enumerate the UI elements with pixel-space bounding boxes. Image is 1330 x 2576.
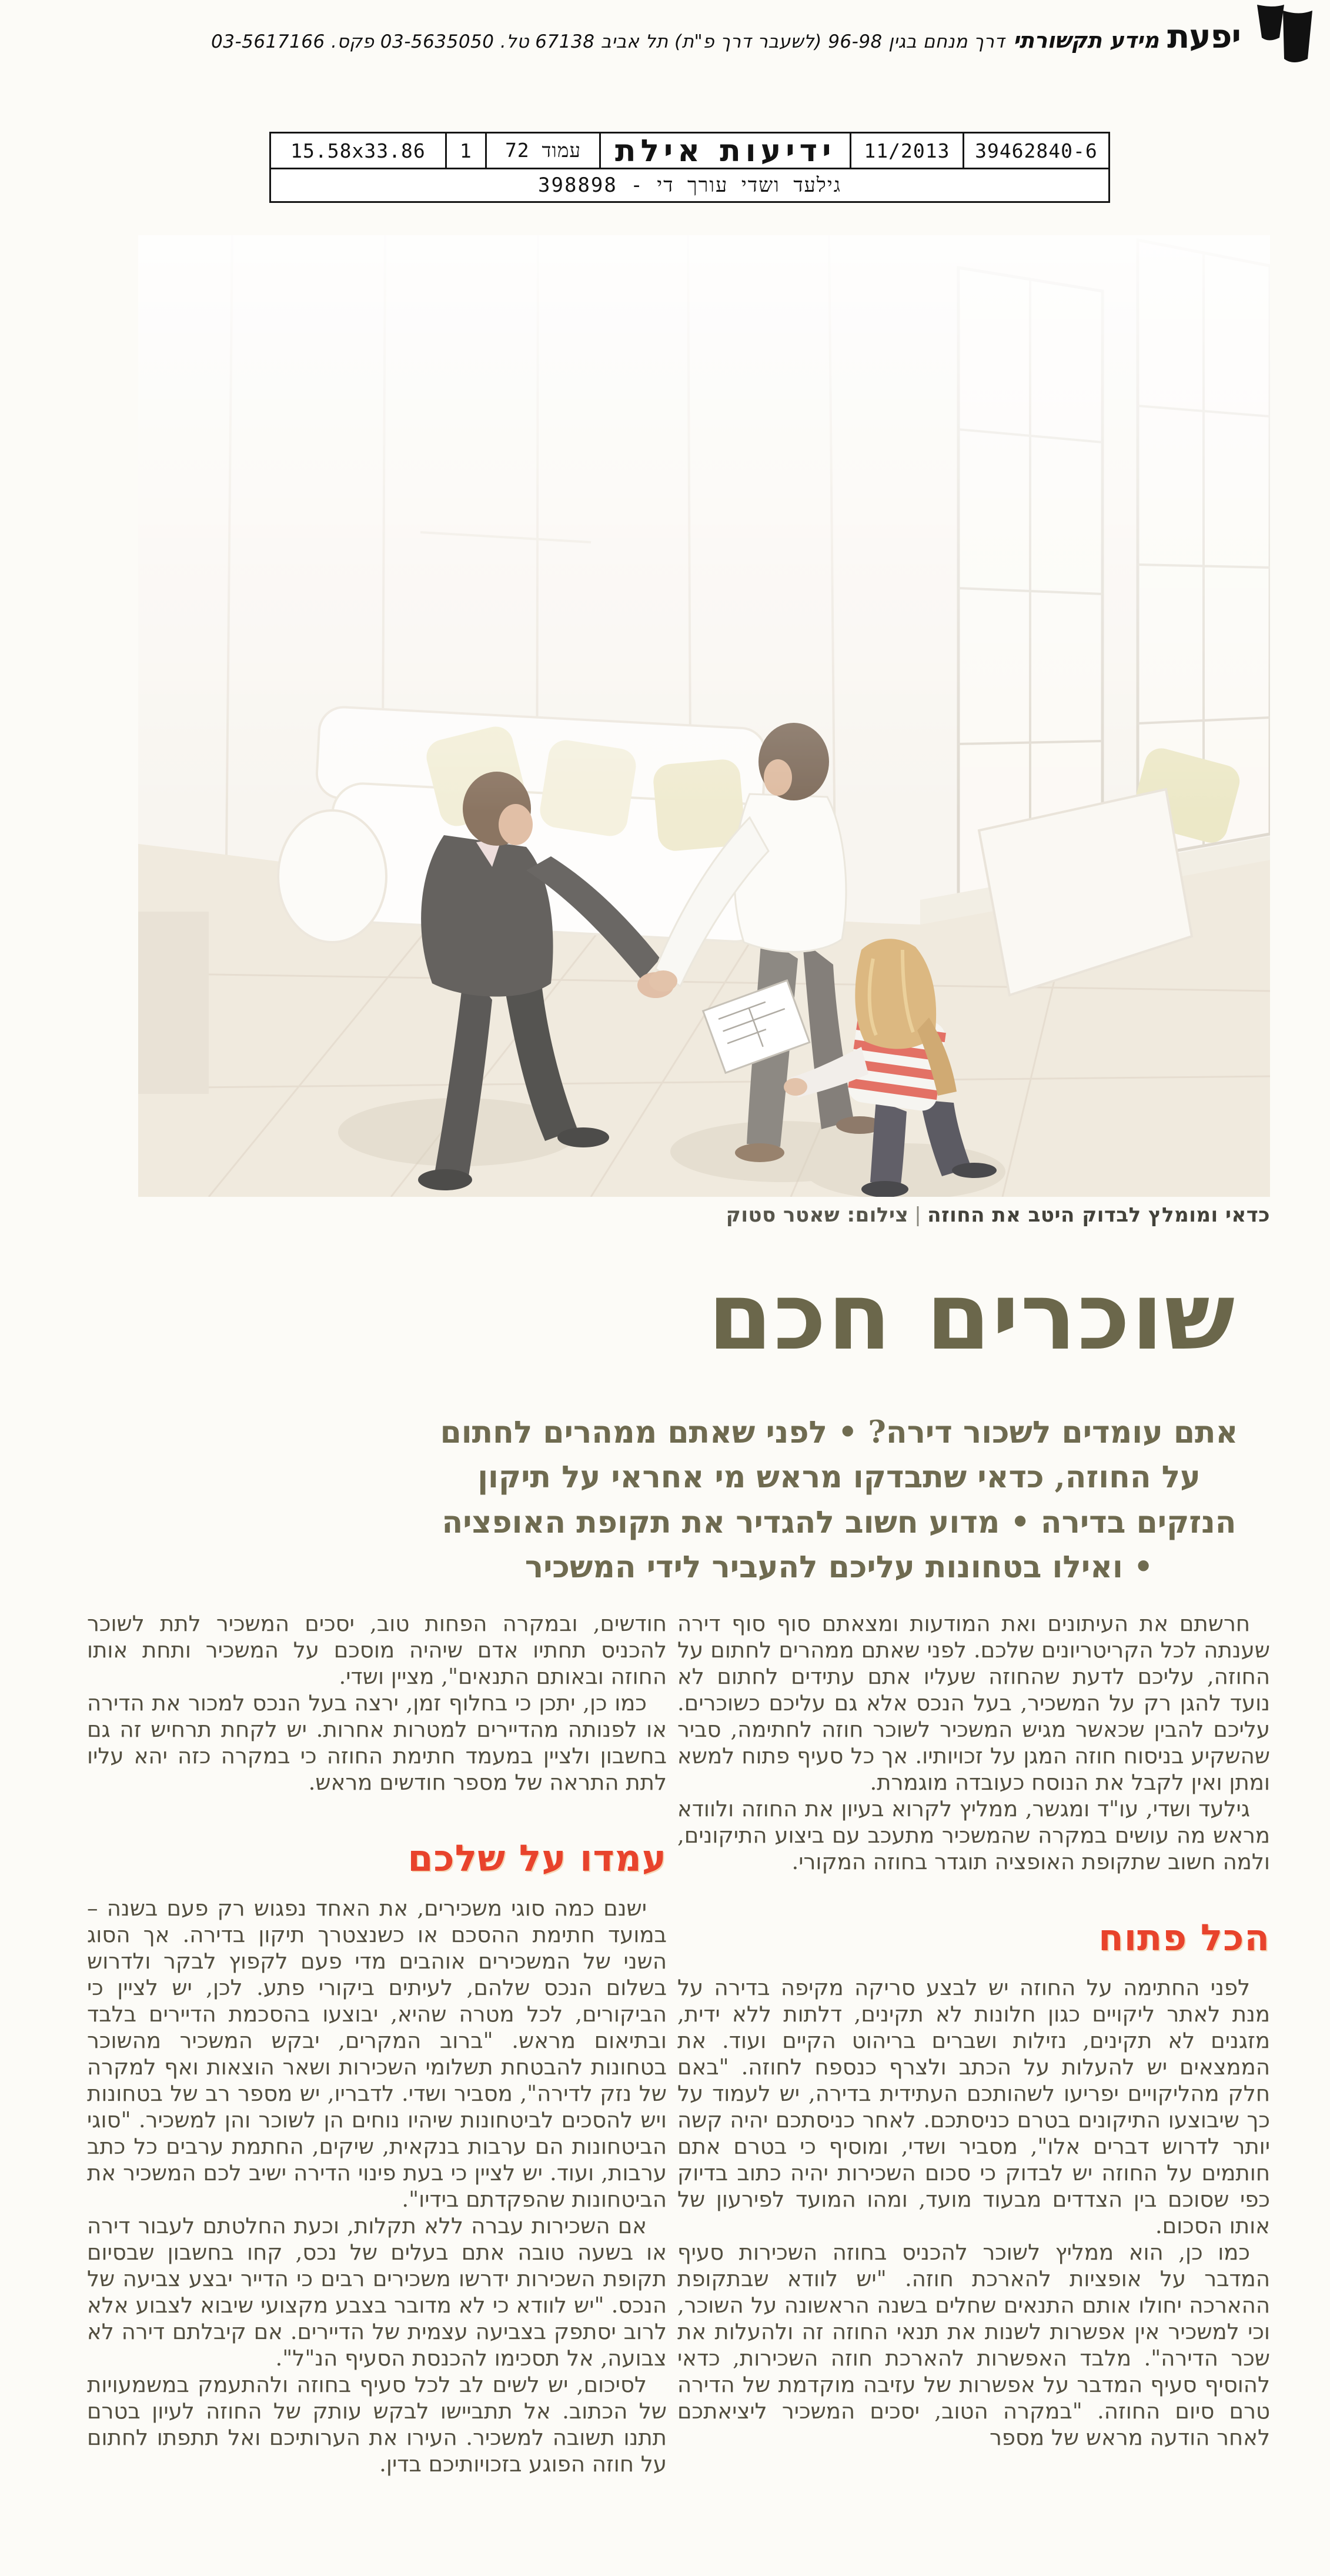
meta-table-row-1 <box>271 134 1108 169</box>
yifat-logo-mark <box>1249 4 1314 64</box>
body-paragraph: אם השכירות עברה ללא תקלות, וכעת החלטתם לעבור דירה או בשעה טובה אתם בעלים של נכס, קחו בחשבון שבסיום תקופת השכירות ידרשו משכירים רבים כי הדייר יבצע צביעה של הנכס. "יש לוודא כי לא מדובר בצבע מקצועי שיבוא לצבוע אלא לרוב יסתפק בצביעה עצמית של הדיירים. אם קיבלתם דירה לא צבועה, אל תסכימו להכנסת הסעיף הנ"ל". <box>87 2213 667 2371</box>
section-heading-stand-your-ground: עמדו על שלכם <box>407 1837 667 1880</box>
article-subhead: אתם עומדים לשכור דירה? • לפני שאתם ממהרים לחתום על החוזה, כדאי שתבדקו מראש מי אחראי על תיקון הנזקים בדירה • מדוע חשוב להגדיר את תקופת האופציה • ואילו בטחונות עליכם להעביר לידי המשכיר <box>440 1414 1238 1586</box>
yifat-logo-icon <box>1249 4 1314 64</box>
body-paragraph: לסיכום, יש לשים לב לכל סעיף בחוזה ולהתעמק במשמעויות של הכתוב. אל תתביישו לבקש עותק של החוזה לעיון בטרם תתנו תשובה למשכיר. העירו את הערותיכם ואל תתפתו לחתום על חוזה הפוגע בזכויותיכם בדין. <box>87 2372 667 2477</box>
body-paragraph: כמו כן, הוא ממליץ לשוכר להכניס בחוזה השכירות סעיף המדבר על אופציות להארכת חוזה. "יש לוודא שבתקופת ההארכה יחולו אותם התנאים שחלים בשנה הראשונה על השוכר, וכי למשכיר אין אפשרות לשנות את תנאי החוזה זה ולהעלות את שכר הדירה". מלבד האפשרות להארכת חוזה השכירות, כדאי להוסיף סעיף המדבר על אפשרות של עזיבה מוקדמת של הדירה טרם סיום החוזה. "במקרה הטוב, יסכים המשכיר ליציאתכם לאחר הודעה מראש של מספר <box>677 2240 1270 2450</box>
article-headline: שוכרים חכם <box>707 1262 1236 1371</box>
photo-credit: צילום: שאטר סטוק <box>726 1203 909 1227</box>
body-column-right <box>677 1610 1270 2451</box>
body-paragraph: לפני החתימה על החוזה יש לבצע סריקה מקיפה בדירה על מנת לאתר ליקויים כגון חלונות לא תקינים, דלתות ללא ידית, מזגנים לא תקינים, נזילות ושברים בריהוט הקיים ועוד. את הממצאים יש להעלות על הכתב ולצרף כנספח לחוזה. "באם חלק מהליקויים יפריעו לשהותכם העתידית בדירה, יש לעמוד על כך שיבוצעו התיקונים בטרם כניסתכם. לאחר כניסתכם יהיה קשה יותר לדרוש דברים אלו", מסביר ושדי, ומוסיף כי בטרם אתם חותמים על החוזה יש לבדוק כי סכום השכירות יהיה כתוב בדיוק כפי שסוכם בין הצדדים מבעוד מועד, ומהו המועד לפירעון של אותו הסכום. <box>677 1975 1270 2238</box>
body-paragraph: גילעד ושדי, עו"ד ומגשר, ממליץ לקרוא בעיון את החוזה ולוודא מראש מה עושים במקרה שהמשכיר מתעכב עם ביצוע התיקונים, ולמה חשוב שתקופת האופציה תוגדר בחוזה המקורי. <box>677 1796 1270 1874</box>
agency-brand: יפעת <box>1167 18 1241 56</box>
photo-illustration <box>138 235 1270 1197</box>
meta-editor-line: גילעד ושדי עורך די - 398898 <box>538 173 841 197</box>
meta-page-cell: עמוד 72 <box>487 134 601 168</box>
body-column-left <box>87 1610 667 2477</box>
meta-clip-id-cell: 39462840-6 <box>975 139 1098 162</box>
article-photo <box>138 235 1270 1197</box>
photo-overlay <box>138 235 1270 1197</box>
agency-header <box>211 18 1241 56</box>
agency-brand-subtitle: מידע תקשורתי <box>1012 28 1159 53</box>
meta-count-cell: 1 <box>447 134 487 168</box>
body-paragraph: ישנם כמה סוגי משכירים, את האחד נפגוש רק פעם בשנה – במועד חתימת ההסכם או כשנצטרך תיקון בדירה. אך הסוג השני של המשכירים אוהבים מדי פעם לקפוץ לבקר ולדרוש בשלום הנכס שלהם, לעיתים ביקורי פתע. לכן, יש לציין כי הביקורים, לכל מטרה שהיא, יבוצעו בהסכמת הדיירים בלבד ובתיאום מראש. "ברוב המקרים, יבקש המשכיר מהשוכר בטחונות להבטחת תשלומי השכירות ושאר הוצאות ואף למקרה של נזק לדירה", מסביר ושדי. לדבריו, יש מספר רב של בטחונות ויש להסכים לביטחונות שיהיו נוחים הן לשוכר והן למשכיר. "סוגי הביטחונות הם ערבות בנקאית, שיקים, החתמת ערבים כל כתב ערבות, ועוד. יש לציין כי בעת פינוי הדירה ישיב לכם המשכיר את הביטחונות שהפקדתם בידיו". <box>87 1896 667 2212</box>
agency-address: דרך מנחם בגין 96-98 (לשעבר דרך פ"ת) תל אביב 67138 טל. 03-5635050 פקס. 03-5617166 <box>211 31 1005 52</box>
caption-separator: | <box>914 1203 922 1227</box>
meta-date-cell: 11/2013 <box>851 134 964 168</box>
body-paragraph: כמו כן, יתכן כי בחלוף זמן, ירצה בעל הנכס למכור את הדירה או לפנותה מהדיירים למטרות אחרות. יש לקחת תרחיש זה גם בחשבון ולציין במעמד חתימת החוזה כי במקרה כזה יהא עליו לתת התראה של מספר חודשים מראש. <box>87 1690 667 1795</box>
photo-caption-text: כדאי ומומלץ לבדוק היטב את החוזה <box>927 1203 1270 1227</box>
body-paragraph: חרשתם את העיתונים ואת המודעות ומצאתם סוף סוף דירה שענתה לכל הקריטריונים שלכם. לפני שאתם ממהרים לחתום על החוזה, עליכם לדעת שהחוזה שעליו אתם עתידים לחתום לא נועד להגן רק על המשכיר, בעל הנכס אלא גם עליכם כשוכרים. עליכם להבין שכאשר מגיש המשכיר לשוכר חוזה לחתימה, סביר שהשקיע בניסוח חוזה המגן על זכויותיו. אך כל סעיף פתוח למשא ומתן ואין לקבל את הנוסח כעובדה מוגמרת. <box>677 1611 1270 1795</box>
photo-caption <box>726 1203 1270 1227</box>
section-heading-everything-open: הכל פתוח <box>1098 1916 1270 1959</box>
clipping-meta-table <box>269 132 1110 203</box>
body-paragraph: חודשים, ובמקרה הפחות טוב, יסכים המשכיר לתת לשוכר להכניס תחתיו אדם שיהיה מוסכם על המשכיר ותחת אותו החוזה ובאותם התנאים", מציין ושדי. <box>87 1611 667 1689</box>
meta-size-cell: 15.58x33.86 <box>271 134 447 168</box>
meta-publication-cell: ידיעות אילת <box>601 134 851 168</box>
